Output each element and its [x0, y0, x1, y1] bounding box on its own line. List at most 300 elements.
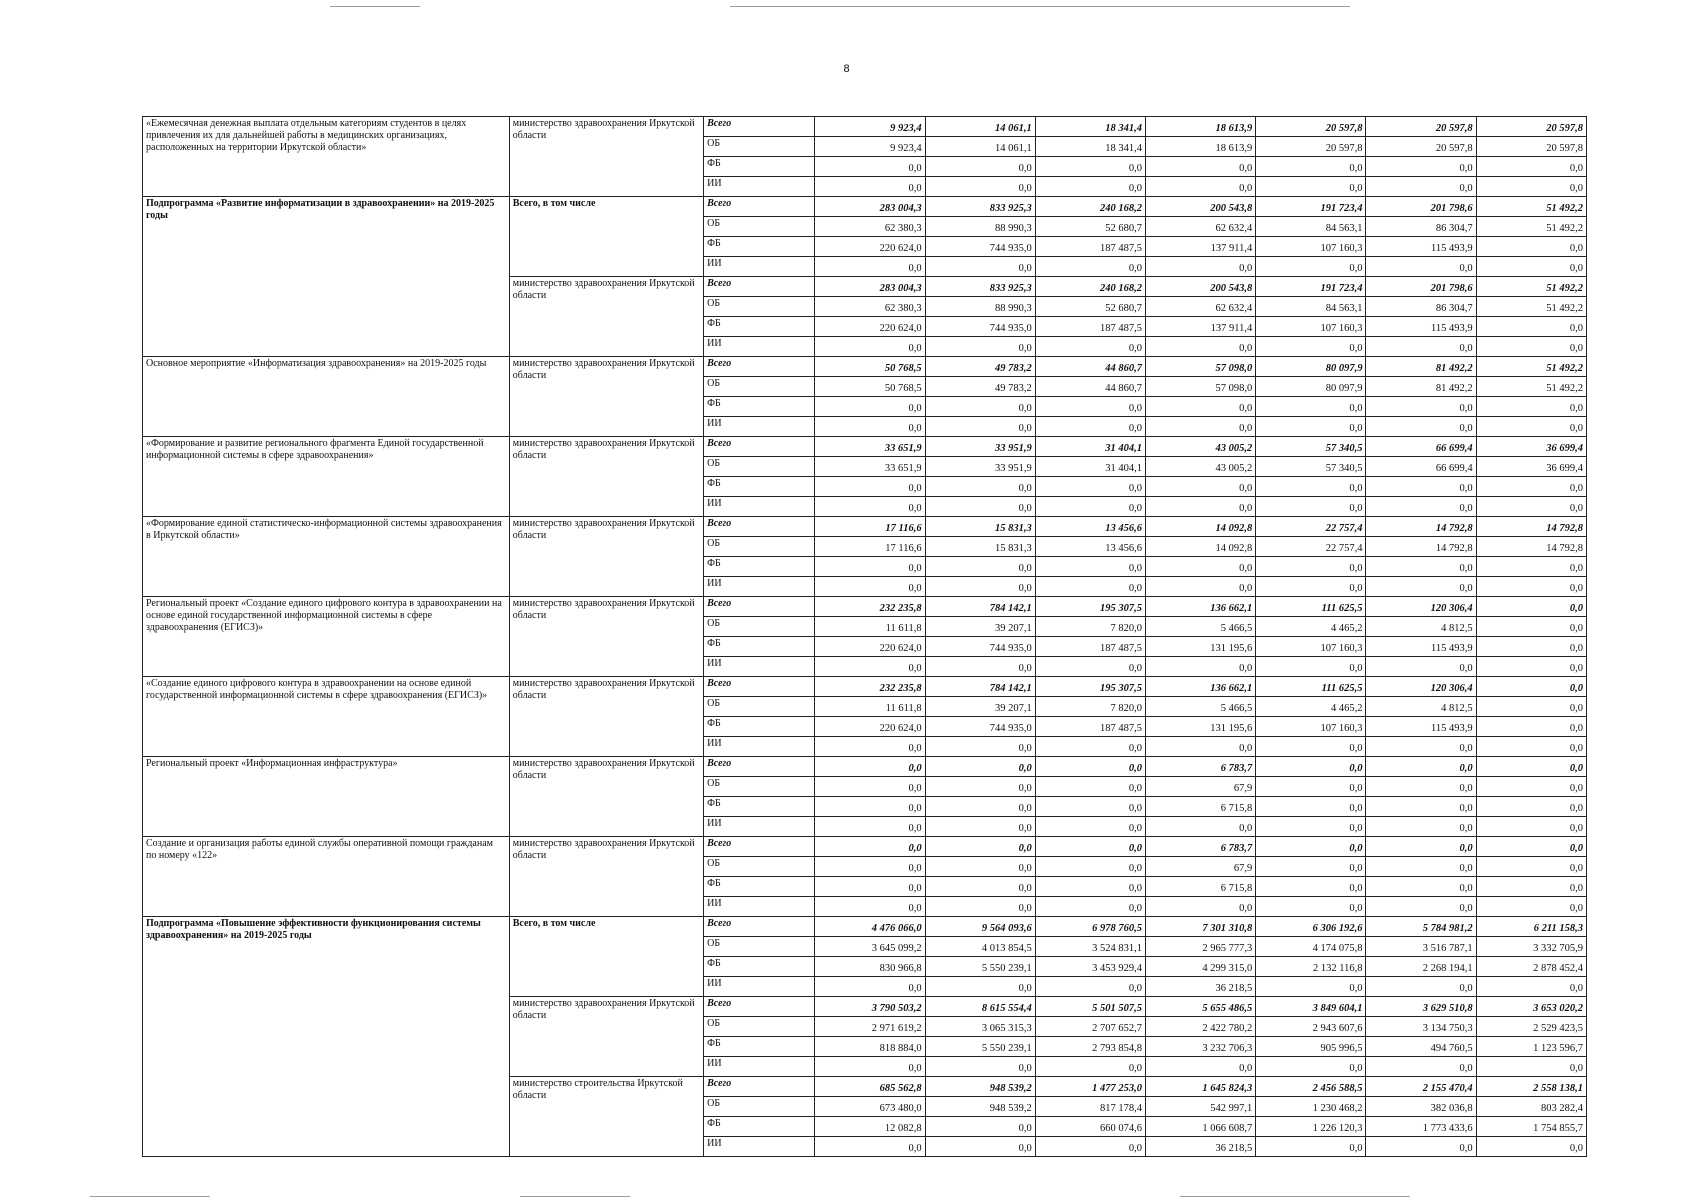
- executor-cell: Всего, в том числе: [509, 917, 703, 997]
- amount-cell: 201 798,6: [1366, 277, 1476, 297]
- amount-cell: 0,0: [815, 877, 925, 897]
- amount-cell: 2 456 588,5: [1256, 1077, 1366, 1097]
- table-row: [143, 677, 1587, 697]
- funding-source-cell: ОБ: [704, 937, 815, 957]
- amount-cell: 50 768,5: [815, 357, 925, 377]
- amount-cell: 0,0: [1256, 757, 1366, 777]
- amount-cell: 0,0: [1476, 477, 1586, 497]
- amount-cell: 14 792,8: [1366, 517, 1476, 537]
- program-name-cell: «Ежемесячная денежная выплата отдельным категориям студентов в целях привлечения их для дальнейшей работы в медицинских организациях, расположенных на территории Иркутской области»: [143, 117, 510, 197]
- amount-cell: 36 218,5: [1146, 977, 1256, 997]
- amount-cell: 5 550 239,1: [925, 957, 1035, 977]
- amount-cell: 0,0: [815, 777, 925, 797]
- amount-cell: 0,0: [815, 897, 925, 917]
- funding-source-cell: ИИ: [704, 177, 815, 197]
- amount-cell: 3 453 929,4: [1035, 957, 1145, 977]
- amount-cell: 7 820,0: [1035, 617, 1145, 637]
- amount-cell: 7 820,0: [1035, 697, 1145, 717]
- amount-cell: 20 597,8: [1366, 117, 1476, 137]
- program-name-cell: Создание и организация работы единой службы оперативной помощи гражданам по номеру «122»: [143, 837, 510, 917]
- amount-cell: 14 061,1: [925, 117, 1035, 137]
- amount-cell: 0,0: [1256, 817, 1366, 837]
- executor-cell: министерство здравоохранения Иркутской области: [509, 277, 703, 357]
- amount-cell: 66 699,4: [1366, 437, 1476, 457]
- funding-source-cell: ФБ: [704, 1037, 815, 1057]
- funding-source-cell: Всего: [704, 597, 815, 617]
- amount-cell: 0,0: [1035, 817, 1145, 837]
- amount-cell: 0,0: [925, 897, 1035, 917]
- amount-cell: 5 550 239,1: [925, 1037, 1035, 1057]
- amount-cell: 1 230 468,2: [1256, 1097, 1366, 1117]
- amount-cell: 0,0: [815, 417, 925, 437]
- funding-source-cell: Всего: [704, 837, 815, 857]
- amount-cell: 120 306,4: [1366, 597, 1476, 617]
- amount-cell: 2 268 194,1: [1366, 957, 1476, 977]
- amount-cell: 0,0: [1035, 577, 1145, 597]
- amount-cell: 0,0: [925, 557, 1035, 577]
- amount-cell: 833 925,3: [925, 277, 1035, 297]
- amount-cell: 51 492,2: [1476, 377, 1586, 397]
- amount-cell: 187 487,5: [1035, 317, 1145, 337]
- funding-source-cell: ИИ: [704, 1057, 815, 1077]
- amount-cell: 784 142,1: [925, 677, 1035, 697]
- amount-cell: 0,0: [1146, 737, 1256, 757]
- amount-cell: 5 501 507,5: [1035, 997, 1145, 1017]
- amount-cell: 0,0: [1035, 557, 1145, 577]
- amount-cell: 7 301 310,8: [1146, 917, 1256, 937]
- amount-cell: 84 563,1: [1256, 297, 1366, 317]
- amount-cell: 11 611,8: [815, 617, 925, 637]
- amount-cell: 62 380,3: [815, 297, 925, 317]
- amount-cell: 20 597,8: [1476, 137, 1586, 157]
- amount-cell: 0,0: [1256, 1137, 1366, 1157]
- amount-cell: 0,0: [815, 477, 925, 497]
- amount-cell: 62 632,4: [1146, 217, 1256, 237]
- amount-cell: 3 332 705,9: [1476, 937, 1586, 957]
- amount-cell: 0,0: [1035, 1057, 1145, 1077]
- amount-cell: 542 997,1: [1146, 1097, 1256, 1117]
- amount-cell: 31 404,1: [1035, 437, 1145, 457]
- amount-cell: 18 341,4: [1035, 117, 1145, 137]
- program-name-cell: Подпрограмма «Повышение эффективности функционирования системы здравоохранения» на 2019-2025 годы: [143, 917, 510, 1157]
- amount-cell: 0,0: [1146, 577, 1256, 597]
- amount-cell: 0,0: [1035, 897, 1145, 917]
- amount-cell: 2 793 854,8: [1035, 1037, 1145, 1057]
- table-row: [143, 597, 1587, 617]
- funding-source-cell: ИИ: [704, 417, 815, 437]
- amount-cell: 86 304,7: [1366, 217, 1476, 237]
- amount-cell: 81 492,2: [1366, 357, 1476, 377]
- amount-cell: 66 699,4: [1366, 457, 1476, 477]
- executor-cell: министерство здравоохранения Иркутской области: [509, 117, 703, 197]
- program-name-cell: «Формирование единой статистическо-информационной системы здравоохранения в Иркутской области»: [143, 517, 510, 597]
- amount-cell: 39 207,1: [925, 617, 1035, 637]
- amount-cell: 0,0: [1256, 497, 1366, 517]
- amount-cell: 0,0: [1476, 637, 1586, 657]
- amount-cell: 0,0: [925, 1057, 1035, 1077]
- amount-cell: 107 160,3: [1256, 637, 1366, 657]
- amount-cell: 0,0: [815, 857, 925, 877]
- amount-cell: 0,0: [1366, 837, 1476, 857]
- funding-source-cell: Всего: [704, 757, 815, 777]
- amount-cell: 0,0: [1035, 417, 1145, 437]
- amount-cell: 784 142,1: [925, 597, 1035, 617]
- amount-cell: 18 341,4: [1035, 137, 1145, 157]
- amount-cell: 43 005,2: [1146, 457, 1256, 477]
- program-name-cell: «Создание единого цифрового контура в здравоохранении на основе единой государственной информационной системы в сфере здравоохранения (ЕГИСЗ)»: [143, 677, 510, 757]
- amount-cell: 115 493,9: [1366, 637, 1476, 657]
- amount-cell: 5 784 981,2: [1366, 917, 1476, 937]
- amount-cell: 0,0: [1035, 757, 1145, 777]
- amount-cell: 6 783,7: [1146, 757, 1256, 777]
- amount-cell: 0,0: [1146, 657, 1256, 677]
- amount-cell: 33 951,9: [925, 457, 1035, 477]
- amount-cell: 33 651,9: [815, 457, 925, 477]
- amount-cell: 0,0: [1035, 177, 1145, 197]
- amount-cell: 9 923,4: [815, 117, 925, 137]
- amount-cell: 0,0: [815, 1057, 925, 1077]
- amount-cell: 0,0: [1256, 777, 1366, 797]
- amount-cell: 0,0: [925, 577, 1035, 597]
- amount-cell: 14 792,8: [1476, 517, 1586, 537]
- amount-cell: 0,0: [1146, 557, 1256, 577]
- funding-source-cell: ОБ: [704, 1017, 815, 1037]
- amount-cell: 57 098,0: [1146, 377, 1256, 397]
- funding-source-cell: ФБ: [704, 797, 815, 817]
- funding-source-cell: ИИ: [704, 977, 815, 997]
- funding-source-cell: ФБ: [704, 557, 815, 577]
- amount-cell: 0,0: [925, 777, 1035, 797]
- amount-cell: 0,0: [1146, 417, 1256, 437]
- amount-cell: 9 564 093,6: [925, 917, 1035, 937]
- amount-cell: 0,0: [1366, 817, 1476, 837]
- funding-source-cell: ФБ: [704, 237, 815, 257]
- amount-cell: 187 487,5: [1035, 637, 1145, 657]
- amount-cell: 22 757,4: [1256, 517, 1366, 537]
- funding-source-cell: ОБ: [704, 217, 815, 237]
- amount-cell: 0,0: [815, 157, 925, 177]
- amount-cell: 195 307,5: [1035, 677, 1145, 697]
- amount-cell: 20 597,8: [1256, 137, 1366, 157]
- amount-cell: 0,0: [1256, 577, 1366, 597]
- amount-cell: 0,0: [925, 397, 1035, 417]
- amount-cell: 0,0: [1256, 157, 1366, 177]
- amount-cell: 17 116,6: [815, 517, 925, 537]
- amount-cell: 51 492,2: [1476, 197, 1586, 217]
- amount-cell: 131 195,6: [1146, 717, 1256, 737]
- amount-cell: 0,0: [1256, 337, 1366, 357]
- amount-cell: 220 624,0: [815, 317, 925, 337]
- executor-cell: министерство здравоохранения Иркутской области: [509, 837, 703, 917]
- funding-source-cell: ОБ: [704, 137, 815, 157]
- amount-cell: 0,0: [1366, 577, 1476, 597]
- amount-cell: 2 422 780,2: [1146, 1017, 1256, 1037]
- amount-cell: 15 831,3: [925, 537, 1035, 557]
- amount-cell: 131 195,6: [1146, 637, 1256, 657]
- amount-cell: 67,9: [1146, 857, 1256, 877]
- amount-cell: 14 092,8: [1146, 517, 1256, 537]
- amount-cell: 115 493,9: [1366, 717, 1476, 737]
- amount-cell: 0,0: [1366, 977, 1476, 997]
- amount-cell: 240 168,2: [1035, 197, 1145, 217]
- amount-cell: 0,0: [925, 837, 1035, 857]
- amount-cell: 744 935,0: [925, 717, 1035, 737]
- amount-cell: 88 990,3: [925, 217, 1035, 237]
- amount-cell: 0,0: [1146, 397, 1256, 417]
- scan-artifact-bottom: [520, 1196, 630, 1197]
- amount-cell: 0,0: [1146, 1057, 1256, 1077]
- amount-cell: 0,0: [1146, 337, 1256, 357]
- amount-cell: 0,0: [1476, 397, 1586, 417]
- amount-cell: 51 492,2: [1476, 357, 1586, 377]
- amount-cell: 137 911,4: [1146, 317, 1256, 337]
- amount-cell: 4 476 066,0: [815, 917, 925, 937]
- amount-cell: 803 282,4: [1476, 1097, 1586, 1117]
- amount-cell: 0,0: [1476, 677, 1586, 697]
- executor-cell: министерство здравоохранения Иркутской области: [509, 677, 703, 757]
- executor-cell: министерство здравоохранения Иркутской области: [509, 357, 703, 437]
- table-row: [143, 117, 1587, 137]
- amount-cell: 0,0: [1035, 1137, 1145, 1157]
- amount-cell: 191 723,4: [1256, 197, 1366, 217]
- amount-cell: 0,0: [1366, 257, 1476, 277]
- amount-cell: 0,0: [1035, 397, 1145, 417]
- amount-cell: 6 715,8: [1146, 877, 1256, 897]
- amount-cell: 0,0: [1476, 857, 1586, 877]
- amount-cell: 0,0: [1035, 737, 1145, 757]
- executor-cell: министерство здравоохранения Иркутской области: [509, 517, 703, 597]
- amount-cell: 0,0: [815, 977, 925, 997]
- amount-cell: 0,0: [1366, 757, 1476, 777]
- amount-cell: 0,0: [1035, 477, 1145, 497]
- amount-cell: 80 097,9: [1256, 357, 1366, 377]
- amount-cell: 283 004,3: [815, 197, 925, 217]
- amount-cell: 0,0: [925, 417, 1035, 437]
- amount-cell: 115 493,9: [1366, 237, 1476, 257]
- amount-cell: 18 613,9: [1146, 137, 1256, 157]
- amount-cell: 0,0: [815, 177, 925, 197]
- amount-cell: 22 757,4: [1256, 537, 1366, 557]
- amount-cell: 660 074,6: [1035, 1117, 1145, 1137]
- amount-cell: 20 597,8: [1256, 117, 1366, 137]
- amount-cell: 17 116,6: [815, 537, 925, 557]
- amount-cell: 0,0: [925, 797, 1035, 817]
- amount-cell: 232 235,8: [815, 597, 925, 617]
- amount-cell: 0,0: [1146, 897, 1256, 917]
- executor-cell: министерство здравоохранения Иркутской области: [509, 437, 703, 517]
- amount-cell: 0,0: [1476, 1137, 1586, 1157]
- amount-cell: 0,0: [925, 477, 1035, 497]
- amount-cell: 6 211 158,3: [1476, 917, 1586, 937]
- amount-cell: 107 160,3: [1256, 317, 1366, 337]
- amount-cell: 80 097,9: [1256, 377, 1366, 397]
- funding-source-cell: Всего: [704, 677, 815, 697]
- funding-source-cell: Всего: [704, 997, 815, 1017]
- amount-cell: 6 306 192,6: [1256, 917, 1366, 937]
- amount-cell: 1 754 855,7: [1476, 1117, 1586, 1137]
- funding-source-cell: Всего: [704, 357, 815, 377]
- amount-cell: 0,0: [1366, 877, 1476, 897]
- amount-cell: 84 563,1: [1256, 217, 1366, 237]
- funding-source-cell: ОБ: [704, 457, 815, 477]
- amount-cell: 62 632,4: [1146, 297, 1256, 317]
- amount-cell: 240 168,2: [1035, 277, 1145, 297]
- amount-cell: 13 456,6: [1035, 537, 1145, 557]
- amount-cell: 49 783,2: [925, 357, 1035, 377]
- amount-cell: 0,0: [1476, 557, 1586, 577]
- amount-cell: 744 935,0: [925, 637, 1035, 657]
- amount-cell: 0,0: [925, 157, 1035, 177]
- amount-cell: 200 543,8: [1146, 277, 1256, 297]
- funding-source-cell: ОБ: [704, 617, 815, 637]
- amount-cell: 111 625,5: [1256, 597, 1366, 617]
- amount-cell: 15 831,3: [925, 517, 1035, 537]
- executor-cell: министерство здравоохранения Иркутской области: [509, 757, 703, 837]
- amount-cell: 137 911,4: [1146, 237, 1256, 257]
- amount-cell: 51 492,2: [1476, 277, 1586, 297]
- amount-cell: 0,0: [1366, 1137, 1476, 1157]
- amount-cell: 0,0: [1476, 257, 1586, 277]
- amount-cell: 0,0: [1146, 817, 1256, 837]
- amount-cell: 0,0: [1476, 177, 1586, 197]
- amount-cell: 0,0: [1366, 177, 1476, 197]
- amount-cell: 4 465,2: [1256, 617, 1366, 637]
- amount-cell: 0,0: [815, 657, 925, 677]
- executor-cell: министерство здравоохранения Иркутской области: [509, 597, 703, 677]
- amount-cell: 382 036,8: [1366, 1097, 1476, 1117]
- amount-cell: 0,0: [1256, 477, 1366, 497]
- page-number: 8: [843, 63, 850, 75]
- amount-cell: 1 123 596,7: [1476, 1037, 1586, 1057]
- amount-cell: 52 680,7: [1035, 297, 1145, 317]
- funding-source-cell: ИИ: [704, 737, 815, 757]
- amount-cell: 14 792,8: [1366, 537, 1476, 557]
- amount-cell: 0,0: [925, 757, 1035, 777]
- amount-cell: 6 978 760,5: [1035, 917, 1145, 937]
- amount-cell: 3 653 020,2: [1476, 997, 1586, 1017]
- amount-cell: 0,0: [925, 497, 1035, 517]
- amount-cell: 0,0: [1476, 337, 1586, 357]
- amount-cell: 50 768,5: [815, 377, 925, 397]
- amount-cell: 1 645 824,3: [1146, 1077, 1256, 1097]
- amount-cell: 1 477 253,0: [1035, 1077, 1145, 1097]
- amount-cell: 43 005,2: [1146, 437, 1256, 457]
- funding-source-cell: ИИ: [704, 337, 815, 357]
- amount-cell: 0,0: [925, 1117, 1035, 1137]
- program-name-cell: Подпрограмма «Развитие информатизации в здравоохранении» на 2019-2025 годы: [143, 197, 510, 357]
- amount-cell: 0,0: [1366, 777, 1476, 797]
- amount-cell: 2 155 470,4: [1366, 1077, 1476, 1097]
- amount-cell: 0,0: [815, 257, 925, 277]
- funding-source-cell: ФБ: [704, 717, 815, 737]
- amount-cell: 14 061,1: [925, 137, 1035, 157]
- amount-cell: 220 624,0: [815, 237, 925, 257]
- amount-cell: 4 299 315,0: [1146, 957, 1256, 977]
- funding-source-cell: ОБ: [704, 377, 815, 397]
- amount-cell: 833 925,3: [925, 197, 1035, 217]
- amount-cell: 33 651,9: [815, 437, 925, 457]
- amount-cell: 0,0: [1256, 857, 1366, 877]
- funding-source-cell: ИИ: [704, 257, 815, 277]
- amount-cell: 0,0: [1476, 157, 1586, 177]
- amount-cell: 0,0: [1146, 257, 1256, 277]
- amount-cell: 4 013 854,5: [925, 937, 1035, 957]
- amount-cell: 20 597,8: [1476, 117, 1586, 137]
- amount-cell: 0,0: [815, 337, 925, 357]
- amount-cell: 0,0: [815, 497, 925, 517]
- amount-cell: 62 380,3: [815, 217, 925, 237]
- amount-cell: 1 226 120,3: [1256, 1117, 1366, 1137]
- amount-cell: 3 232 706,3: [1146, 1037, 1256, 1057]
- amount-cell: 0,0: [815, 577, 925, 597]
- funding-source-cell: ФБ: [704, 397, 815, 417]
- funding-source-cell: ИИ: [704, 577, 815, 597]
- program-name-cell: Основное мероприятие «Информатизация здравоохранения» на 2019-2025 годы: [143, 357, 510, 437]
- amount-cell: 3 849 604,1: [1256, 997, 1366, 1017]
- amount-cell: 0,0: [1476, 417, 1586, 437]
- amount-cell: 0,0: [1476, 777, 1586, 797]
- amount-cell: 0,0: [1035, 977, 1145, 997]
- amount-cell: 0,0: [1476, 737, 1586, 757]
- amount-cell: 33 951,9: [925, 437, 1035, 457]
- amount-cell: 0,0: [925, 877, 1035, 897]
- amount-cell: 220 624,0: [815, 717, 925, 737]
- amount-cell: 191 723,4: [1256, 277, 1366, 297]
- amount-cell: 673 480,0: [815, 1097, 925, 1117]
- amount-cell: 0,0: [1146, 497, 1256, 517]
- amount-cell: 0,0: [1366, 497, 1476, 517]
- amount-cell: 14 092,8: [1146, 537, 1256, 557]
- amount-cell: 36 699,4: [1476, 437, 1586, 457]
- amount-cell: 0,0: [815, 817, 925, 837]
- amount-cell: 0,0: [1256, 177, 1366, 197]
- funding-source-cell: ИИ: [704, 497, 815, 517]
- amount-cell: 0,0: [1146, 157, 1256, 177]
- amount-cell: 5 655 486,5: [1146, 997, 1256, 1017]
- amount-cell: 13 456,6: [1035, 517, 1145, 537]
- amount-cell: 0,0: [1146, 177, 1256, 197]
- amount-cell: 11 611,8: [815, 697, 925, 717]
- funding-source-cell: Всего: [704, 117, 815, 137]
- amount-cell: 0,0: [1366, 397, 1476, 417]
- amount-cell: 283 004,3: [815, 277, 925, 297]
- amount-cell: 3 516 787,1: [1366, 937, 1476, 957]
- amount-cell: 0,0: [1476, 977, 1586, 997]
- executor-cell: Всего, в том числе: [509, 197, 703, 277]
- amount-cell: 0,0: [1366, 157, 1476, 177]
- amount-cell: 0,0: [1366, 797, 1476, 817]
- amount-cell: 51 492,2: [1476, 297, 1586, 317]
- funding-source-cell: Всего: [704, 517, 815, 537]
- amount-cell: 0,0: [925, 1137, 1035, 1157]
- amount-cell: 0,0: [1476, 837, 1586, 857]
- funding-source-cell: ФБ: [704, 157, 815, 177]
- funding-source-cell: ОБ: [704, 537, 815, 557]
- amount-cell: 39 207,1: [925, 697, 1035, 717]
- amount-cell: 0,0: [1256, 1057, 1366, 1077]
- amount-cell: 49 783,2: [925, 377, 1035, 397]
- amount-cell: 818 884,0: [815, 1037, 925, 1057]
- amount-cell: 0,0: [815, 797, 925, 817]
- amount-cell: 0,0: [1476, 877, 1586, 897]
- amount-cell: 195 307,5: [1035, 597, 1145, 617]
- funding-source-cell: ОБ: [704, 777, 815, 797]
- amount-cell: 830 966,8: [815, 957, 925, 977]
- scan-artifact-top: [330, 6, 420, 7]
- funding-source-cell: Всего: [704, 917, 815, 937]
- amount-cell: 187 487,5: [1035, 237, 1145, 257]
- amount-cell: 20 597,8: [1366, 137, 1476, 157]
